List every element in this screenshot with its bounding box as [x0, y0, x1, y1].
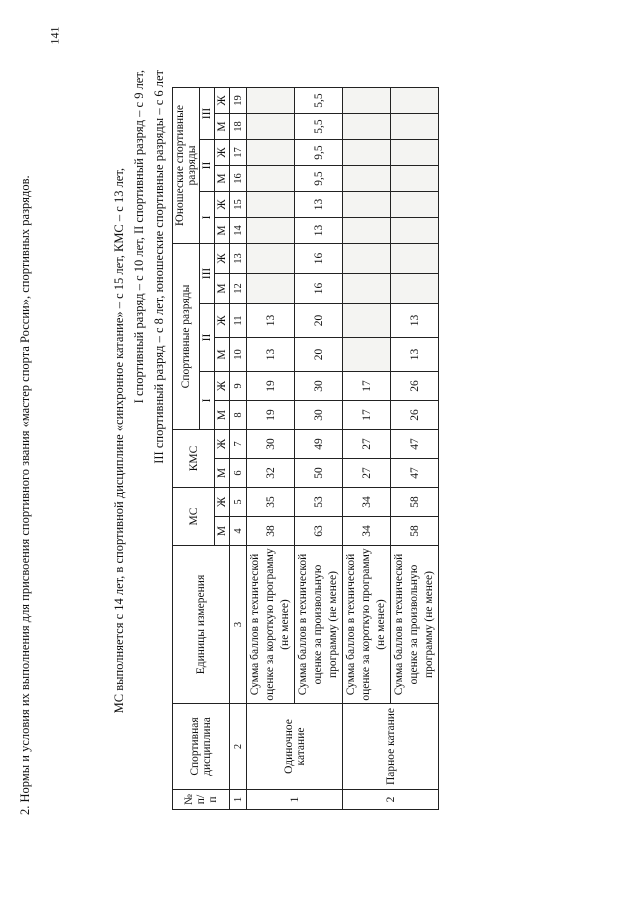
column-index: 18 [230, 114, 247, 140]
sport-3-female-cell [343, 244, 391, 274]
kms-male-cell: 47 [391, 459, 439, 488]
sport-3-female-cell [247, 244, 295, 274]
column-index: 9 [230, 372, 247, 401]
page-number-text: 141 [47, 26, 62, 45]
youth-1-male-cell [391, 218, 439, 244]
youth-2-female-cell [391, 140, 439, 166]
youth-2-male-cell [343, 166, 391, 192]
age-note-3: III спортивный разряд – с 8 лет, юношеские спортивные разряды – с 6 лет [152, 70, 166, 464]
column-index: 10 [230, 338, 247, 372]
column-index: 14 [230, 218, 247, 244]
header-male: М [215, 459, 230, 488]
sport-2-female-cell: 20 [295, 304, 343, 338]
sport-1-female-cell: 26 [391, 372, 439, 401]
section-heading: 2. Нормы и условия их выполнения для присвоения спортивного звания «мастер спорта России», спортивных разрядов. [18, 175, 32, 815]
row-number: 1 [247, 790, 343, 810]
sport-2-male-cell: 13 [391, 338, 439, 372]
kms-female-cell: 30 [247, 430, 295, 459]
youth-1-female-cell: 13 [295, 192, 343, 218]
youth-1-male-cell [343, 218, 391, 244]
sport-3-male-cell [391, 274, 439, 304]
sport-3-male-cell: 16 [295, 274, 343, 304]
header-female: Ж [215, 244, 230, 274]
ms-male-cell: 58 [391, 517, 439, 546]
unit-cell: Сумма баллов в технической оценке за короткую программу (не менее) [343, 546, 391, 704]
table-row [247, 88, 295, 810]
youth-2-female-cell [247, 140, 295, 166]
sport-2-female-cell [343, 304, 391, 338]
column-index: 13 [230, 244, 247, 274]
sport-3-male-cell [343, 274, 391, 304]
youth-2-male-cell [247, 166, 295, 192]
kms-female-cell: 27 [343, 430, 391, 459]
header-male: М [215, 114, 230, 140]
header-female: Ж [215, 372, 230, 401]
header-num: № п/п [173, 790, 230, 810]
column-index: 17 [230, 140, 247, 166]
sport-1-male-cell: 30 [295, 401, 343, 430]
header-male: М [215, 401, 230, 430]
youth-2-female-cell: 9,5 [295, 140, 343, 166]
youth-1-male-cell [247, 218, 295, 244]
youth-3-female-cell [391, 88, 439, 114]
sport-3-female-cell: 16 [295, 244, 343, 274]
youth-1-female-cell [247, 192, 295, 218]
ms-male-cell: 34 [343, 517, 391, 546]
norms-table [172, 87, 439, 810]
youth-2-male-cell: 9,5 [295, 166, 343, 192]
header-youth-ranks: Юношеские спортивные разряды [173, 88, 200, 244]
ms-female-cell: 35 [247, 488, 295, 517]
youth-3-male-cell: 5,5 [295, 114, 343, 140]
table-row [295, 88, 343, 810]
header-female: Ж [215, 430, 230, 459]
table-row [343, 88, 391, 810]
sport-1-female-cell: 19 [247, 372, 295, 401]
kms-female-cell: 49 [295, 430, 343, 459]
column-index: 7 [230, 430, 247, 459]
header-youth-rank-2: II [200, 140, 215, 192]
age-note-2: I спортивный разряд – с 10 лет, II спортивный разряд – с 9 лет, [132, 70, 146, 404]
kms-male-cell: 32 [247, 459, 295, 488]
ms-male-cell: 63 [295, 517, 343, 546]
youth-3-male-cell [391, 114, 439, 140]
column-index: 6 [230, 459, 247, 488]
header-female: Ж [215, 88, 230, 114]
youth-3-male-cell [247, 114, 295, 140]
header-sport-ranks: Спортивные разряды [173, 244, 200, 430]
age-note-1: МС выполняется с 14 лет, в спортивной дисциплине «синхронное катание» – с 15 лет, КМС – с 13 лет, [112, 168, 126, 714]
youth-1-female-cell [391, 192, 439, 218]
header-male: М [215, 274, 230, 304]
column-index: 11 [230, 304, 247, 338]
page-number [46, 20, 60, 50]
header-youth-rank-3: III [200, 88, 215, 140]
discipline-cell: Одиночное катание [247, 704, 343, 790]
table-row [391, 88, 439, 810]
ms-female-cell: 58 [391, 488, 439, 517]
youth-3-female-cell [247, 88, 295, 114]
youth-1-female-cell [343, 192, 391, 218]
ms-female-cell: 34 [343, 488, 391, 517]
header-sport-rank-2: II [200, 304, 215, 372]
sport-2-male-cell: 20 [295, 338, 343, 372]
header-sport-rank-3: III [200, 244, 215, 304]
sport-1-male-cell: 19 [247, 401, 295, 430]
youth-2-female-cell [343, 140, 391, 166]
youth-1-male-cell: 13 [295, 218, 343, 244]
ms-female-cell: 53 [295, 488, 343, 517]
kms-male-cell: 50 [295, 459, 343, 488]
sport-1-male-cell: 26 [391, 401, 439, 430]
youth-3-male-cell [343, 114, 391, 140]
header-female: Ж [215, 488, 230, 517]
header-female: Ж [215, 192, 230, 218]
kms-male-cell: 27 [343, 459, 391, 488]
youth-3-female-cell: 5,5 [295, 88, 343, 114]
unit-cell: Сумма баллов в технической оценке за произвольную программу (не менее) [391, 546, 439, 704]
header-youth-rank-1: I [200, 192, 215, 244]
column-index: 16 [230, 166, 247, 192]
header-female: Ж [215, 304, 230, 338]
header-male: М [215, 166, 230, 192]
header-female: Ж [215, 140, 230, 166]
sport-1-male-cell: 17 [343, 401, 391, 430]
column-index: 2 [230, 704, 247, 790]
youth-3-female-cell [343, 88, 391, 114]
header-units: Единицы измерения [173, 546, 230, 704]
sport-2-male-cell [343, 338, 391, 372]
discipline-cell: Парное катание [343, 704, 439, 790]
column-index: 5 [230, 488, 247, 517]
sport-1-female-cell: 30 [295, 372, 343, 401]
column-index: 19 [230, 88, 247, 114]
column-index: 4 [230, 517, 247, 546]
header-kms: КМС [173, 430, 215, 488]
sport-2-female-cell: 13 [391, 304, 439, 338]
header-discipline: Спортивная дисциплина [173, 704, 230, 790]
column-index: 8 [230, 401, 247, 430]
header-sport-rank-1: I [200, 372, 215, 430]
sport-3-female-cell [391, 244, 439, 274]
header-male: М [215, 338, 230, 372]
kms-female-cell: 47 [391, 430, 439, 459]
sport-2-female-cell: 13 [247, 304, 295, 338]
header-ms: МС [173, 488, 215, 546]
sport-1-female-cell: 17 [343, 372, 391, 401]
header-male: М [215, 218, 230, 244]
column-index-row [230, 88, 247, 810]
ms-male-cell: 38 [247, 517, 295, 546]
column-index: 12 [230, 274, 247, 304]
unit-cell: Сумма баллов в технической оценке за произвольную программу (не менее) [295, 546, 343, 704]
column-index: 15 [230, 192, 247, 218]
column-index: 1 [230, 790, 247, 810]
row-number: 2 [343, 790, 439, 810]
column-index: 3 [230, 546, 247, 704]
sport-2-male-cell: 13 [247, 338, 295, 372]
youth-2-male-cell [391, 166, 439, 192]
sport-3-male-cell [247, 274, 295, 304]
unit-cell: Сумма баллов в технической оценке за короткую программу (не менее) [247, 546, 295, 704]
header-male: М [215, 517, 230, 546]
